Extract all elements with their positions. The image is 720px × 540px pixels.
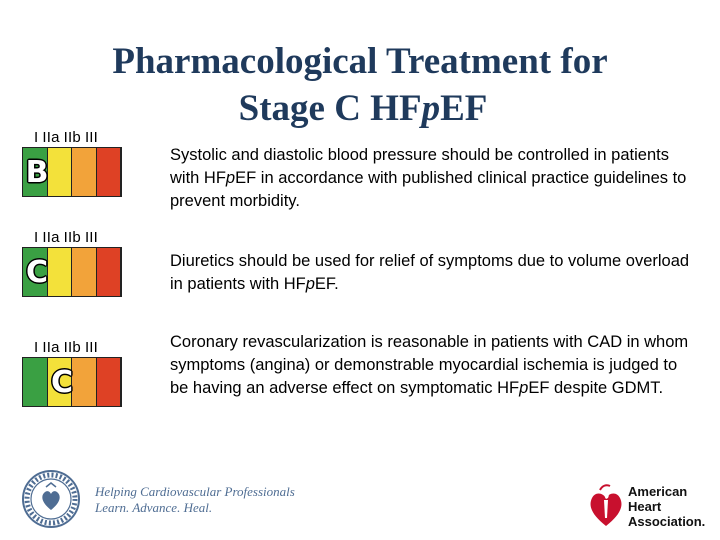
class-label-IIa: IIa xyxy=(42,129,60,146)
aha-line-2: Heart xyxy=(628,499,662,514)
class-III-cell xyxy=(97,248,122,296)
level-of-evidence: C xyxy=(50,364,74,400)
title-line-2 xyxy=(0,85,720,132)
class-III-cell xyxy=(97,148,122,196)
class-I-cell xyxy=(23,358,48,406)
class-label-I: I xyxy=(34,129,39,146)
recommendation-text-prefix: Diuretics should be used for relief of symptoms due to volume overload in patients with HF xyxy=(170,252,690,293)
class-label-III: III xyxy=(84,229,99,246)
recommendation-text-prefix: Coronary revascularization is reasonable in patients with CAD in whom symptoms (angina) or demonstrable myocardial ischemia is judged to be having an adverse effect on symptomatic HF xyxy=(170,333,689,397)
class-label-IIb: IIb xyxy=(63,129,81,146)
slide-title xyxy=(0,38,720,132)
recommendation-badge-1 xyxy=(22,130,124,197)
recommendation-text-suffix: EF. xyxy=(314,275,339,293)
aha-heart-torch-logo xyxy=(586,480,626,530)
class-IIb-cell xyxy=(72,358,97,406)
level-of-evidence: C xyxy=(25,254,49,290)
class-color-bar xyxy=(22,247,122,297)
class-IIb-cell xyxy=(72,148,97,196)
class-label-III: III xyxy=(84,129,99,146)
class-label-IIb: IIb xyxy=(63,229,81,246)
class-IIb-cell xyxy=(72,248,97,296)
class-header xyxy=(22,340,124,355)
recommendation-text-2 xyxy=(170,250,690,296)
acc-tagline-line-2: Learn. Advance. Heal. xyxy=(95,500,213,515)
recommendation-text-italic: p xyxy=(305,275,315,293)
recommendation-badge-2 xyxy=(22,230,124,297)
class-IIa-cell xyxy=(48,148,73,196)
level-of-evidence: B xyxy=(25,154,49,190)
title-line-2-suffix: EF xyxy=(440,88,488,129)
aha-line-1: American xyxy=(628,484,688,499)
recommendation-text-1 xyxy=(170,144,690,213)
recommendation-text-italic: p xyxy=(225,169,236,187)
recommendation-text-prefix: Systolic and diastolic blood pressure should be controlled in patients with HF xyxy=(170,146,669,187)
class-label-IIa: IIa xyxy=(42,339,60,356)
class-color-bar xyxy=(22,147,122,197)
recommendation-text-suffix: EF despite GDMT. xyxy=(528,379,664,397)
recommendation-badge-3 xyxy=(22,340,124,407)
class-color-bar xyxy=(22,357,122,407)
class-header xyxy=(22,230,124,245)
recommendation-text-3 xyxy=(170,331,690,400)
class-label-IIa: IIa xyxy=(42,229,60,246)
aha-line-3: Association. xyxy=(628,514,706,529)
recommendation-text-suffix: EF in accordance with published clinical practice guidelines to prevent morbidity. xyxy=(170,169,687,210)
acc-seal-logo xyxy=(22,470,80,528)
acc-tagline xyxy=(95,484,295,516)
aha-branding xyxy=(586,478,710,534)
recommendation-text-italic: p xyxy=(519,379,529,397)
title-line-1: Pharmacological Treatment for xyxy=(112,41,608,82)
aha-wordmark xyxy=(628,484,705,529)
acc-tagline-line-1: Helping Cardiovascular Professionals xyxy=(95,484,295,499)
title-line-2-italic: p xyxy=(421,88,441,129)
class-label-III: III xyxy=(84,339,99,356)
class-III-cell xyxy=(97,358,122,406)
class-label-IIb: IIb xyxy=(63,339,81,356)
title-line-2-prefix: Stage C HF xyxy=(238,88,422,129)
class-header xyxy=(22,130,124,145)
class-label-I: I xyxy=(34,229,39,246)
acc-branding xyxy=(22,470,322,530)
class-IIa-cell xyxy=(48,248,73,296)
class-label-I: I xyxy=(34,339,39,356)
